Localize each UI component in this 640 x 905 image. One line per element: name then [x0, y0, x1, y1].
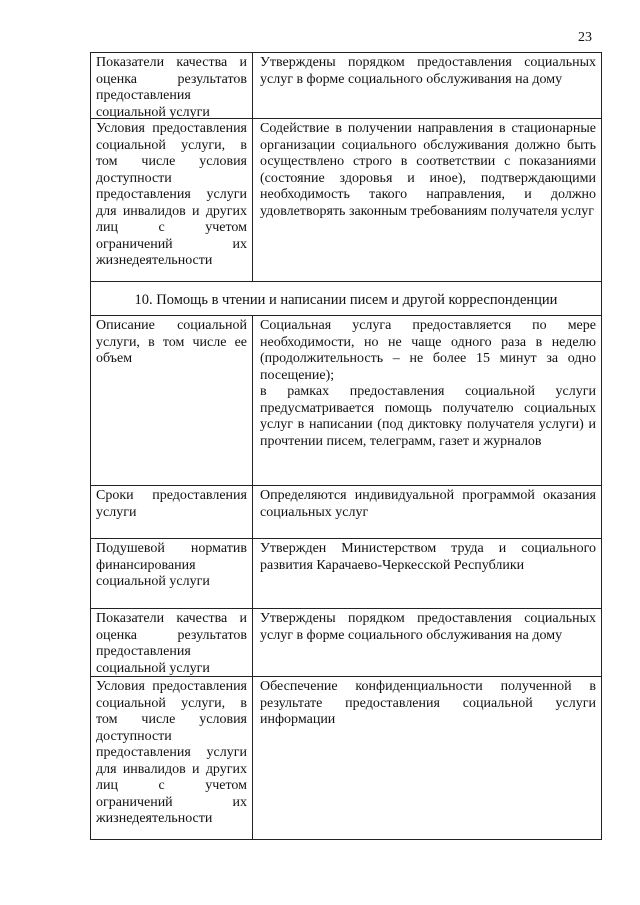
- table-row: [91, 609, 602, 677]
- row-value-cell: [253, 486, 602, 538]
- value-paragraph: Обеспечение конфиденциальности полученной в результате предоставления социальной услуги информации: [260, 679, 596, 727]
- row-label-cell: Сроки предоставления услуги: [91, 486, 253, 538]
- page-number: 23: [578, 30, 592, 45]
- row-value-cell: [253, 539, 602, 608]
- value-paragraph: Содействие в получении направления в стационарные организации социального обслуживания должно быть осуществлено строго в соответствии с показаниями (состояние здоровья и иное), подтверждающими необходимость такого направления, и должно удовлетворять законным требованиям получателя услуг: [260, 121, 596, 219]
- table-row: [91, 677, 602, 840]
- row-label-cell: Описание социальной услуги, в том числе ее объем: [91, 316, 253, 485]
- row-value-cell: [253, 609, 602, 676]
- table-row: [91, 119, 602, 282]
- row-label-cell: Показатели качества и оценка результатов предоставления социальной услуги: [91, 53, 253, 118]
- row-value-cell: [253, 677, 602, 839]
- table-row: [91, 539, 602, 609]
- value-paragraph: Утвержден Министерством труда и социального развития Карачаево-Черкесской Республики: [260, 541, 596, 573]
- row-value-cell: [253, 119, 602, 281]
- table-row: [91, 53, 602, 119]
- table-row: [91, 486, 602, 539]
- row-label-cell: Условия предоставления социальной услуги, в том числе условия доступности предоставления услуги для инвалидов и других лиц с учетом ограничений их жизнедеятельности: [91, 119, 253, 281]
- services-table: [90, 52, 602, 840]
- value-paragraph: Утверждены порядком предоставления социальных услуг в форме социального обслуживания на дому: [260, 611, 596, 643]
- row-value-cell: [253, 316, 602, 485]
- row-value-cell: [253, 53, 602, 118]
- value-paragraph: Определяются индивидуальной программой оказания социальных услуг: [260, 488, 596, 520]
- row-label-cell: Подушевой норматив финансирования социальной услуги: [91, 539, 253, 608]
- value-paragraph: Утверждены порядком предоставления социальных услуг в форме социального обслуживания на дому: [260, 55, 596, 87]
- row-label-cell: Показатели качества и оценка результатов предоставления социальной услуги: [91, 609, 253, 676]
- value-paragraph: Социальная услуга предоставляется по мере необходимости, но не чаще одного раза в неделю (продолжительность – не более 15 минут за одно посещение);: [260, 318, 596, 383]
- section-heading-row: [91, 282, 602, 316]
- table-row: [91, 316, 602, 486]
- section-title: 10. Помощь в чтении и написании писем и другой корреспонденции: [91, 282, 602, 315]
- row-label-cell: Условия предоставления социальной услуги, в том числе условия доступности предоставления услуги для инвалидов и других лиц с учетом ограничений их жизнедеятельности: [91, 677, 253, 839]
- value-paragraph: в рамках предоставления социальной услуги предусматривается помощь получателю социальных услуг в написании (под диктовку получателя услуги) и прочтении писем, телеграмм, газет и журналов: [260, 384, 596, 449]
